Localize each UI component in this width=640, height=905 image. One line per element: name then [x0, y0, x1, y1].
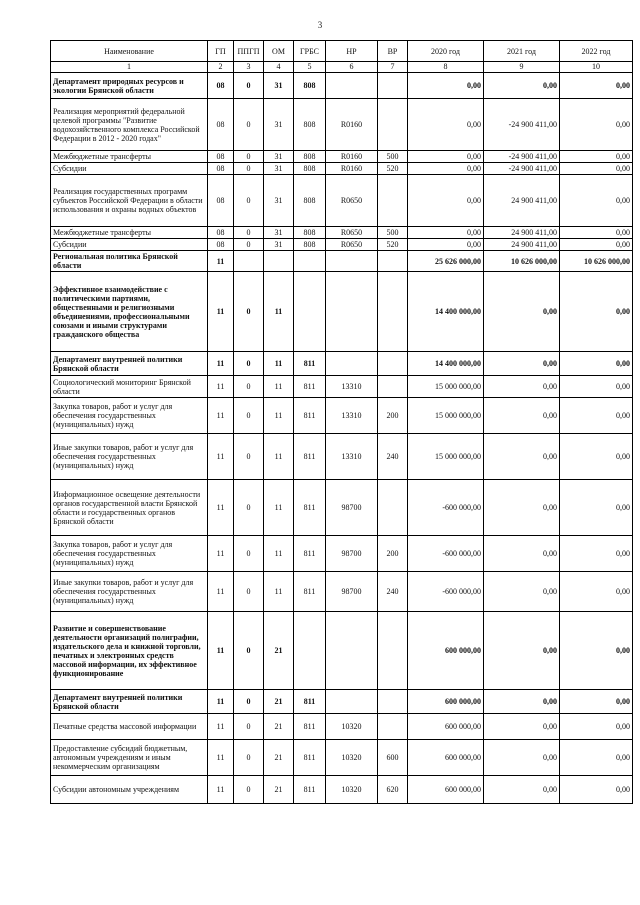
cell-nr: 13310: [326, 376, 378, 398]
cell-grbs: 811: [294, 776, 326, 804]
cell-vr: 620: [378, 776, 408, 804]
cell-ppgp: 0: [234, 776, 264, 804]
cell-2020: 600 000,00: [408, 714, 484, 740]
cell-om: 21: [264, 612, 294, 690]
cell-grbs: 808: [294, 239, 326, 251]
cell-2022: 0,00: [560, 352, 633, 376]
cell-om: 31: [264, 239, 294, 251]
column-header: 2020 год: [408, 41, 484, 62]
cell-ppgp: 0: [234, 239, 264, 251]
cell-gp: 11: [208, 480, 234, 536]
table-row: [51, 434, 633, 480]
cell-2022: 0,00: [560, 690, 633, 714]
cell-2021: 0,00: [484, 740, 560, 776]
page-number: 3: [317, 20, 323, 30]
cell-vr: 200: [378, 398, 408, 434]
cell-2020: 0,00: [408, 73, 484, 99]
cell-vr: 240: [378, 572, 408, 612]
column-header: 2022 год: [560, 41, 633, 62]
cell-nr: R0650: [326, 227, 378, 239]
cell-om: 31: [264, 99, 294, 151]
column-number: 7: [378, 62, 408, 73]
cell-om: 21: [264, 714, 294, 740]
cell-vr: 500: [378, 151, 408, 163]
cell-grbs: [294, 251, 326, 272]
cell-ppgp: 0: [234, 612, 264, 690]
cell-nr: 98700: [326, 480, 378, 536]
row-name: Департамент внутренней политики Брянской области: [51, 352, 208, 376]
column-header: 2021 год: [484, 41, 560, 62]
cell-2021: 0,00: [484, 376, 560, 398]
column-number: 8: [408, 62, 484, 73]
cell-grbs: 808: [294, 151, 326, 163]
cell-2020: 14 400 000,00: [408, 272, 484, 352]
cell-vr: [378, 612, 408, 690]
cell-grbs: 811: [294, 376, 326, 398]
cell-2021: -24 900 411,00: [484, 163, 560, 175]
cell-gp: 11: [208, 536, 234, 572]
cell-2020: 0,00: [408, 239, 484, 251]
table-row: [51, 572, 633, 612]
cell-nr: 13310: [326, 398, 378, 434]
cell-grbs: 808: [294, 163, 326, 175]
cell-grbs: 811: [294, 398, 326, 434]
table-row: [51, 99, 633, 151]
column-number: 2: [208, 62, 234, 73]
cell-nr: 98700: [326, 572, 378, 612]
cell-nr: R0650: [326, 239, 378, 251]
cell-2020: 25 626 000,00: [408, 251, 484, 272]
cell-gp: 11: [208, 776, 234, 804]
cell-2022: 0,00: [560, 163, 633, 175]
cell-2022: 0,00: [560, 151, 633, 163]
cell-2021: 24 900 411,00: [484, 175, 560, 227]
cell-grbs: 811: [294, 536, 326, 572]
table-row: [51, 612, 633, 690]
cell-gp: 11: [208, 251, 234, 272]
cell-2022: 0,00: [560, 376, 633, 398]
cell-nr: R0160: [326, 99, 378, 151]
cell-gp: 11: [208, 376, 234, 398]
cell-vr: 200: [378, 536, 408, 572]
row-name: Межбюджетные трансферты: [51, 227, 208, 239]
cell-grbs: 811: [294, 690, 326, 714]
cell-om: 31: [264, 151, 294, 163]
cell-ppgp: 0: [234, 376, 264, 398]
cell-2022: 10 626 000,00: [560, 251, 633, 272]
cell-om: 21: [264, 740, 294, 776]
cell-ppgp: 0: [234, 434, 264, 480]
cell-gp: 11: [208, 272, 234, 352]
cell-gp: 11: [208, 740, 234, 776]
cell-om: 11: [264, 536, 294, 572]
table-row: [51, 376, 633, 398]
row-name: Региональная политика Брянской области: [51, 251, 208, 272]
column-header: ГП: [208, 41, 234, 62]
cell-2021: 0,00: [484, 480, 560, 536]
cell-vr: 520: [378, 239, 408, 251]
table-row: [51, 536, 633, 572]
cell-2022: 0,00: [560, 398, 633, 434]
cell-vr: [378, 272, 408, 352]
cell-gp: 11: [208, 572, 234, 612]
row-name: Предоставление субсидий бюджетным, автономным учреждениям и иным некоммерческим организациям: [51, 740, 208, 776]
row-name: Межбюджетные трансферты: [51, 151, 208, 163]
cell-nr: [326, 612, 378, 690]
cell-2020: 0,00: [408, 163, 484, 175]
cell-nr: 10320: [326, 776, 378, 804]
table-row: [51, 251, 633, 272]
cell-vr: 240: [378, 434, 408, 480]
cell-2022: 0,00: [560, 175, 633, 227]
cell-nr: [326, 272, 378, 352]
cell-om: 11: [264, 398, 294, 434]
cell-gp: 08: [208, 151, 234, 163]
cell-2022: 0,00: [560, 73, 633, 99]
column-header: ОМ: [264, 41, 294, 62]
cell-gp: 08: [208, 163, 234, 175]
cell-ppgp: 0: [234, 352, 264, 376]
cell-2020: -600 000,00: [408, 480, 484, 536]
cell-nr: 98700: [326, 536, 378, 572]
table-row: [51, 227, 633, 239]
budget-table: [50, 40, 633, 804]
cell-ppgp: 0: [234, 151, 264, 163]
cell-vr: [378, 480, 408, 536]
cell-ppgp: 0: [234, 572, 264, 612]
cell-2022: 0,00: [560, 740, 633, 776]
cell-ppgp: 0: [234, 99, 264, 151]
cell-grbs: 811: [294, 572, 326, 612]
row-name: Департамент природных ресурсов и экологии Брянской области: [51, 73, 208, 99]
row-name: Субсидии автономным учреждениям: [51, 776, 208, 804]
column-number-row: [51, 62, 633, 73]
cell-grbs: 808: [294, 175, 326, 227]
cell-gp: 11: [208, 612, 234, 690]
table-row: [51, 239, 633, 251]
cell-om: 31: [264, 175, 294, 227]
row-name: Печатные средства массовой информации: [51, 714, 208, 740]
cell-grbs: [294, 272, 326, 352]
cell-gp: 08: [208, 99, 234, 151]
cell-om: 11: [264, 272, 294, 352]
row-name: Иные закупки товаров, работ и услуг для обеспечения государственных (муниципальных) нужд: [51, 572, 208, 612]
cell-om: 21: [264, 690, 294, 714]
cell-grbs: 811: [294, 352, 326, 376]
table-body: [51, 73, 633, 804]
cell-ppgp: 0: [234, 175, 264, 227]
cell-ppgp: 0: [234, 536, 264, 572]
column-number: 1: [51, 62, 208, 73]
column-header: ВР: [378, 41, 408, 62]
cell-vr: [378, 175, 408, 227]
cell-2022: 0,00: [560, 714, 633, 740]
row-name: Реализация мероприятий федеральной целевой программы "Развитие водохозяйственного комплекса Российской Федерации в 2012 - 2020 годах": [51, 99, 208, 151]
cell-vr: [378, 73, 408, 99]
cell-gp: 11: [208, 352, 234, 376]
cell-2020: 15 000 000,00: [408, 434, 484, 480]
cell-grbs: 811: [294, 480, 326, 536]
table-row: [51, 714, 633, 740]
cell-nr: 10320: [326, 740, 378, 776]
cell-gp: 08: [208, 227, 234, 239]
cell-om: 11: [264, 376, 294, 398]
table-row: [51, 776, 633, 804]
cell-ppgp: 0: [234, 714, 264, 740]
cell-vr: [378, 690, 408, 714]
row-name: Информационное освещение деятельности органов государственной власти Брянской области и государственных органов Брянской области: [51, 480, 208, 536]
cell-2021: 0,00: [484, 536, 560, 572]
cell-2021: 10 626 000,00: [484, 251, 560, 272]
cell-ppgp: 0: [234, 398, 264, 434]
cell-2021: 0,00: [484, 572, 560, 612]
cell-2022: 0,00: [560, 272, 633, 352]
column-header: ГРБС: [294, 41, 326, 62]
row-name: Реализация государственных программ субъектов Российской Федерации в области использования и охраны водных объектов: [51, 175, 208, 227]
cell-gp: 11: [208, 434, 234, 480]
cell-ppgp: [234, 251, 264, 272]
cell-om: 11: [264, 480, 294, 536]
cell-2022: 0,00: [560, 434, 633, 480]
cell-2020: 15 000 000,00: [408, 398, 484, 434]
cell-vr: [378, 251, 408, 272]
cell-nr: [326, 352, 378, 376]
row-name: Департамент внутренней политики Брянской области: [51, 690, 208, 714]
cell-grbs: 811: [294, 740, 326, 776]
cell-nr: 10320: [326, 714, 378, 740]
cell-2021: -24 900 411,00: [484, 99, 560, 151]
cell-gp: 11: [208, 690, 234, 714]
column-header: Наименование: [51, 41, 208, 62]
cell-2020: 15 000 000,00: [408, 376, 484, 398]
cell-om: 31: [264, 227, 294, 239]
row-name: Закупка товаров, работ и услуг для обеспечения государственных (муниципальных) нужд: [51, 536, 208, 572]
row-name: Социологический мониторинг Брянской области: [51, 376, 208, 398]
cell-2020: -600 000,00: [408, 572, 484, 612]
cell-2021: 0,00: [484, 612, 560, 690]
cell-vr: [378, 376, 408, 398]
cell-2022: 0,00: [560, 536, 633, 572]
table-row: [51, 175, 633, 227]
cell-ppgp: 0: [234, 690, 264, 714]
cell-2020: 0,00: [408, 175, 484, 227]
table-row: [51, 740, 633, 776]
row-name: Эффективное взаимодействие с политическими партиями, общественными и религиозными объединениями, профессиональными союзами и иными структурами гражданского общества: [51, 272, 208, 352]
table-row: [51, 352, 633, 376]
cell-2022: 0,00: [560, 776, 633, 804]
row-name: Закупка товаров, работ и услуг для обеспечения государственных (муниципальных) нужд: [51, 398, 208, 434]
column-number: 5: [294, 62, 326, 73]
cell-ppgp: 0: [234, 272, 264, 352]
cell-nr: R0650: [326, 175, 378, 227]
cell-vr: [378, 352, 408, 376]
cell-ppgp: 0: [234, 163, 264, 175]
cell-nr: R0160: [326, 163, 378, 175]
cell-2022: 0,00: [560, 480, 633, 536]
cell-2022: 0,00: [560, 572, 633, 612]
table-row: [51, 272, 633, 352]
cell-2020: 600 000,00: [408, 776, 484, 804]
cell-grbs: 811: [294, 434, 326, 480]
column-number: 4: [264, 62, 294, 73]
cell-nr: R0160: [326, 151, 378, 163]
cell-2021: 0,00: [484, 398, 560, 434]
cell-ppgp: 0: [234, 740, 264, 776]
row-name: Субсидии: [51, 239, 208, 251]
cell-om: 11: [264, 434, 294, 480]
column-header: НР: [326, 41, 378, 62]
cell-2021: 0,00: [484, 690, 560, 714]
cell-gp: 08: [208, 175, 234, 227]
cell-2022: 0,00: [560, 239, 633, 251]
row-name: Субсидии: [51, 163, 208, 175]
row-name: Иные закупки товаров, работ и услуг для обеспечения государственных (муниципальных) нужд: [51, 434, 208, 480]
cell-2020: 600 000,00: [408, 740, 484, 776]
cell-2022: 0,00: [560, 612, 633, 690]
column-number: 9: [484, 62, 560, 73]
cell-2021: -24 900 411,00: [484, 151, 560, 163]
cell-vr: 600: [378, 740, 408, 776]
cell-2020: 600 000,00: [408, 690, 484, 714]
cell-grbs: 808: [294, 73, 326, 99]
cell-grbs: [294, 612, 326, 690]
cell-2020: 0,00: [408, 227, 484, 239]
cell-vr: [378, 714, 408, 740]
cell-om: 31: [264, 73, 294, 99]
column-number: 10: [560, 62, 633, 73]
cell-grbs: 811: [294, 714, 326, 740]
cell-gp: 11: [208, 714, 234, 740]
cell-nr: [326, 73, 378, 99]
cell-vr: 520: [378, 163, 408, 175]
table-row: [51, 73, 633, 99]
cell-2021: 0,00: [484, 352, 560, 376]
cell-nr: 13310: [326, 434, 378, 480]
cell-om: 11: [264, 572, 294, 612]
cell-2021: 0,00: [484, 714, 560, 740]
table-row: [51, 151, 633, 163]
cell-2021: 24 900 411,00: [484, 227, 560, 239]
cell-om: 11: [264, 352, 294, 376]
table-row: [51, 690, 633, 714]
cell-ppgp: 0: [234, 480, 264, 536]
cell-nr: [326, 690, 378, 714]
column-header: ППГП: [234, 41, 264, 62]
cell-2021: 0,00: [484, 434, 560, 480]
column-number: 6: [326, 62, 378, 73]
cell-2020: -600 000,00: [408, 536, 484, 572]
cell-gp: 08: [208, 73, 234, 99]
cell-om: 31: [264, 163, 294, 175]
cell-2022: 0,00: [560, 227, 633, 239]
column-number: 3: [234, 62, 264, 73]
cell-ppgp: 0: [234, 227, 264, 239]
cell-vr: [378, 99, 408, 151]
cell-2020: 14 400 000,00: [408, 352, 484, 376]
header-row: [51, 41, 633, 62]
cell-2022: 0,00: [560, 99, 633, 151]
cell-grbs: 808: [294, 227, 326, 239]
cell-2021: 0,00: [484, 272, 560, 352]
row-name: Развитие и совершенствование деятельности организаций полиграфии, издательского дела и книжной торговли, печатных и электронных средств массовой информации, их эффективное функционирование: [51, 612, 208, 690]
cell-om: 21: [264, 776, 294, 804]
cell-2021: 0,00: [484, 73, 560, 99]
table-row: [51, 480, 633, 536]
cell-grbs: 808: [294, 99, 326, 151]
table-row: [51, 398, 633, 434]
cell-nr: [326, 251, 378, 272]
cell-2021: 0,00: [484, 776, 560, 804]
cell-om: [264, 251, 294, 272]
cell-2020: 600 000,00: [408, 612, 484, 690]
cell-gp: 11: [208, 398, 234, 434]
cell-2020: 0,00: [408, 151, 484, 163]
cell-vr: 500: [378, 227, 408, 239]
table-row: [51, 163, 633, 175]
cell-gp: 08: [208, 239, 234, 251]
cell-ppgp: 0: [234, 73, 264, 99]
cell-2020: 0,00: [408, 99, 484, 151]
cell-2021: 24 900 411,00: [484, 239, 560, 251]
